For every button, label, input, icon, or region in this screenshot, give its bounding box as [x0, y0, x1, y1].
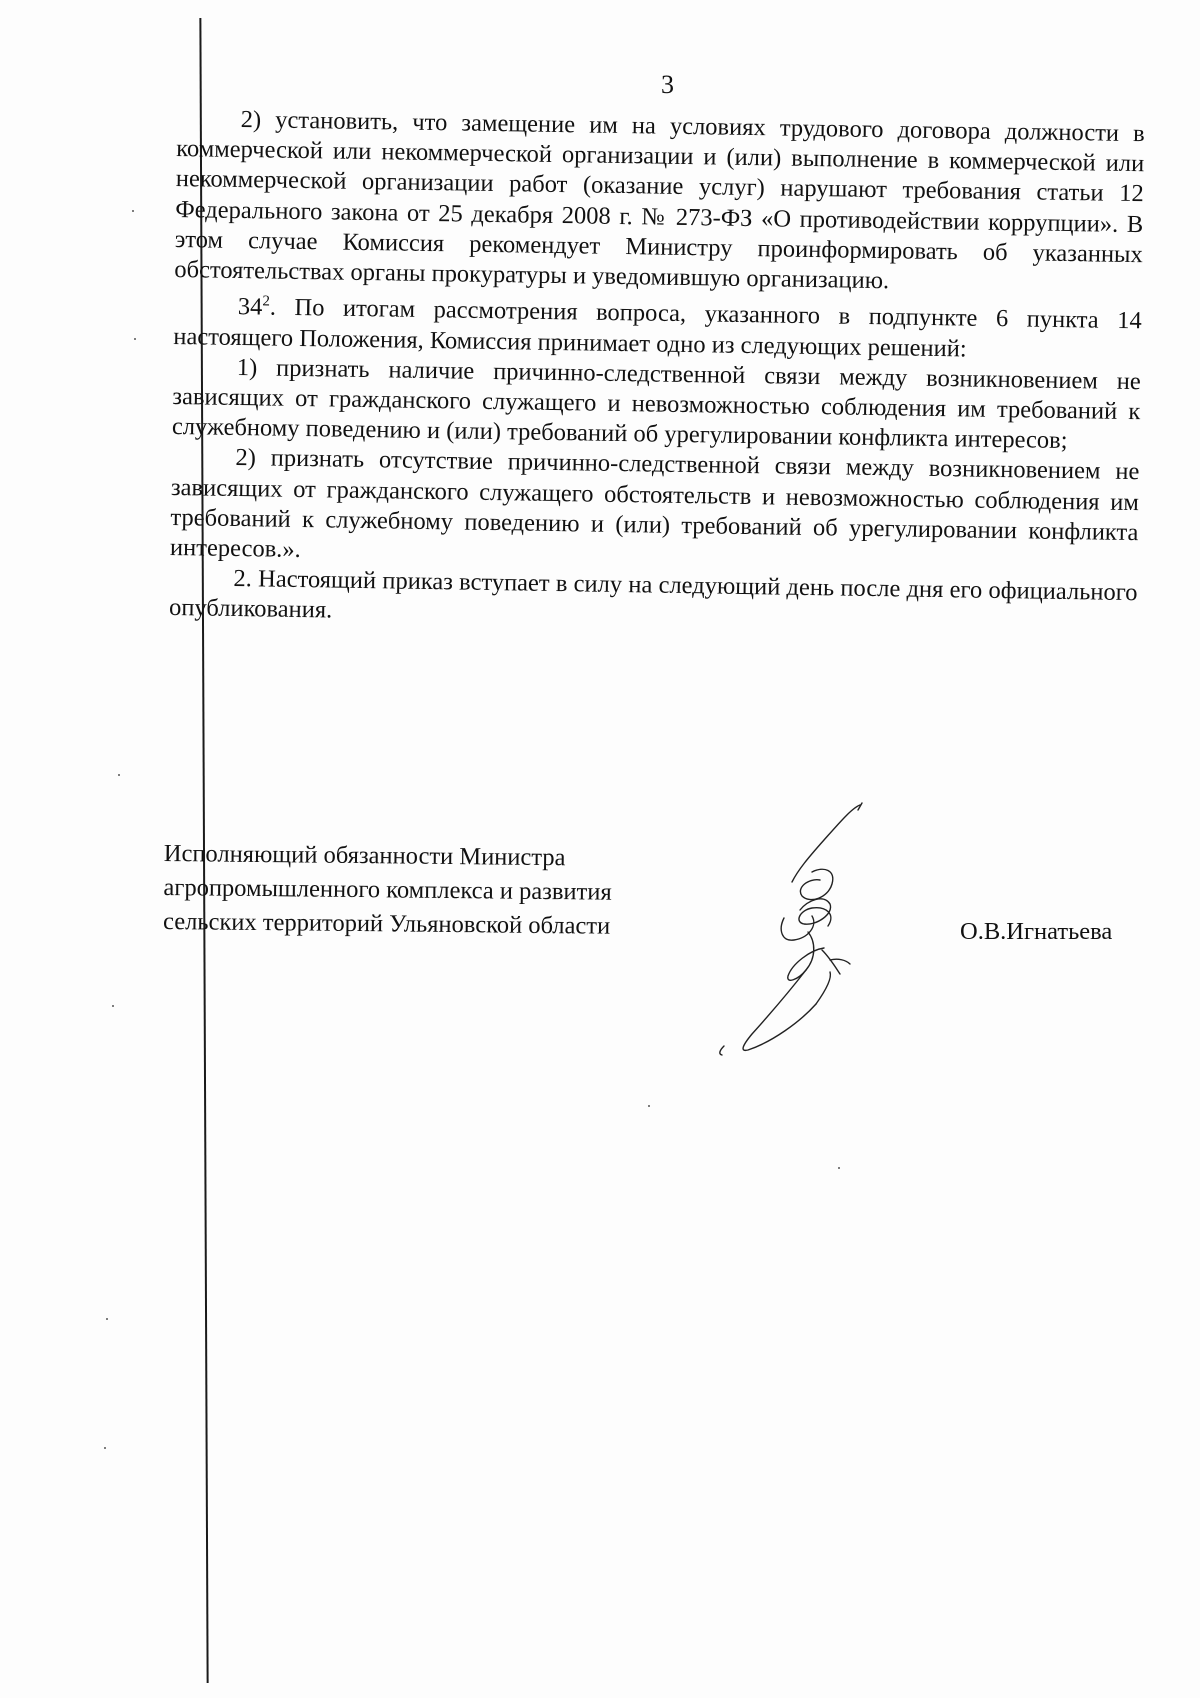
page-number: 3 — [661, 70, 674, 99]
handwritten-signature — [712, 800, 942, 1060]
paragraph-subpoint-2: 2) установить, что замещение им на условиях трудового договора должности в коммерческой или некоммерческой организации и (или) выполнение в коммерческой или некоммерческой организации работ (оказание услуг) нарушают требования статьи 12 Федерального закона от 25 декабря 2008 г. № 273-ФЗ «О противодействии коррупции». В этом случае Комиссия рекомендует Министру проинформировать об указанных обстоятельствах органы прокуратуры и уведомившую организацию. — [174, 106, 1145, 295]
paragraph-effective-date: 2. Настоящий приказ вступает в силу на следующий день после дня его официального опубликования. — [168, 565, 1138, 624]
scan-speck — [106, 1318, 108, 1320]
signatory-title-line-2: агропромышленного комплекса и развития — [163, 873, 612, 906]
signature-block — [163, 837, 612, 944]
signer-name: О.В.Игнатьева — [960, 918, 1113, 945]
clause-number: 34 — [237, 293, 263, 321]
clause-suffix: . — [269, 293, 277, 321]
signatory-title-line-1: Исполняющий обязанности Министра — [163, 839, 566, 872]
paragraph-decision-2: 2) признать отсутствие причинно-следственной связи между возникновением не зависящих от гражданского служащего обстоятельств и невозможностью соблюдения им требований к служебному поведению и (или) требований об урегулировании конфликта интересов.». — [169, 444, 1140, 563]
scan-speck — [118, 774, 120, 776]
scan-speck — [132, 210, 134, 212]
scan-speck — [104, 1447, 106, 1449]
scan-speck — [112, 1005, 114, 1007]
scan-speck — [134, 338, 136, 340]
signatory-title-line-3: сельских территорий Ульяновской области — [162, 907, 611, 940]
paragraph-decision-1: 1) признать наличие причинно-следственной связи между возникновением не зависящих от гражданского служащего и невозможностью соблюдения им требований к служебному поведению и (или) требований об урегулировании конфликта интересов; — [171, 353, 1141, 455]
clause-superscript: 2 — [262, 293, 271, 310]
document-body — [169, 104, 1145, 639]
clause-text: По итогам рассмотрения вопроса, указанного в подпункте 6 пункта 14 настоящего Положения, Комиссия принимает одно из следующих решений: — [173, 294, 1142, 363]
scan-speck — [648, 1105, 650, 1107]
scan-speck — [838, 1167, 840, 1169]
